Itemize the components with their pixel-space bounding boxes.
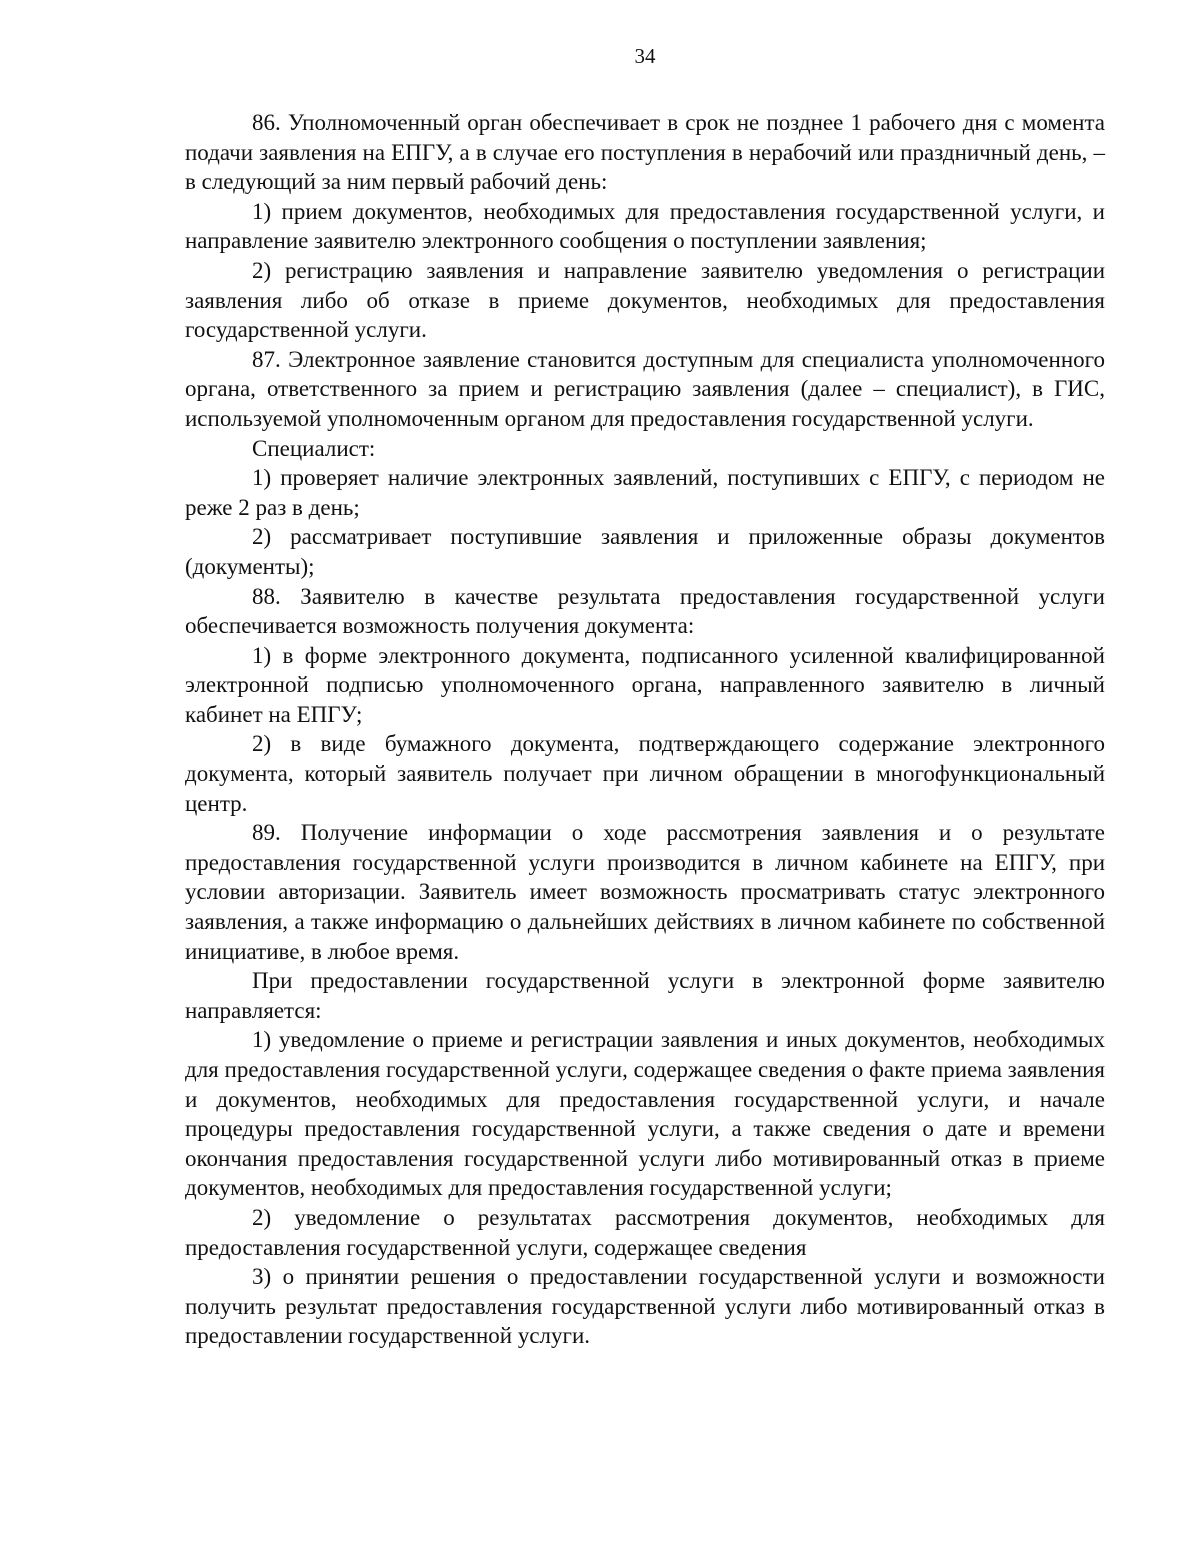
paragraph-86-item-1: 1) прием документов, необходимых для предоставления государственной услуги, и направление заявителю электронного сообщения о поступлении заявления;: [185, 198, 1105, 254]
specialist-item-2: 2) рассматривает поступившие заявления и приложенные образы документов (документы);: [185, 524, 1105, 579]
page-number: 34: [634, 44, 656, 68]
notification-item-2: 2) уведомление о результатах рассмотрения документов, необходимых для предоставления государственной услуги, содержащее сведения: [185, 1204, 1105, 1260]
electronic-form-intro: При предоставлении государственной услуги в электронной форме заявителю направляется:: [185, 968, 1105, 1023]
paragraph-86-item-2: 2) регистрацию заявления и направление заявителю уведомления о регистрации заявления либо об отказе в приеме документов, необходимых для предоставления государственной услуги.: [185, 257, 1105, 343]
paragraph-88-item-1: 1) в форме электронного документа, подписанного усиленной квалифицированной электронной подписью уполномоченного органа, направленного заявителю в личный кабинет на ЕПГУ;: [185, 642, 1105, 727]
paragraph-87: 87. Электронное заявление становится доступным для специалиста уполномоченного органа, ответственного за прием и регистрацию заявления (далее – специалист), в ГИС, используемой уполномоченным органом для предоставления государственной услуги.: [185, 346, 1105, 431]
document-body: [185, 108, 1105, 1351]
paragraph-89: 89. Получение информации о ходе рассмотрения заявления и о результате предоставления государственной услуги производится в личном кабинете на ЕПГУ, при условии авторизации. Заявитель имеет возможность просматривать статус электронного заявления, а также информацию о дальнейших действиях в личном кабинете по собственной инициативе, в любое время.: [185, 820, 1105, 964]
specialist-heading: Специалист:: [252, 435, 376, 461]
paragraph-88: 88. Заявителю в качестве результата предоставления государственной услуги обеспечивается возможность получения документа:: [185, 583, 1105, 639]
notification-item-3: 3) о принятии решения о предоставлении государственной услуги и возможности получить результат предоставления государственной услуги либо мотивированный отказ в предоставлении государственной услуги.: [185, 1264, 1105, 1349]
paragraph-86: 86. Уполномоченный орган обеспечивает в срок не позднее 1 рабочего дня с момента подачи заявления на ЕПГУ, а в случае его поступления в нерабочий или праздничный день, – в следующий за ним первый рабочий день:: [185, 110, 1105, 195]
notification-item-1: 1) уведомление о приеме и регистрации заявления и иных документов, необходимых для предоставления государственной услуги, содержащее сведения о факте приема заявления и документов, необходимых для предоставления государственной услуги, и начале процедуры предоставления государственной услуги, а также сведения о дате и времени окончания предоставления государственной услуги либо мотивированный отказ в приеме документов, необходимых для предоставления государственной услуги;: [185, 1027, 1105, 1201]
specialist-item-1: 1) проверяет наличие электронных заявлений, поступивших с ЕПГУ, с периодом не реже 2 раз в день;: [185, 465, 1105, 520]
paragraph-88-item-2: 2) в виде бумажного документа, подтверждающего содержание электронного документа, который заявитель получает при личном обращении в многофункциональный центр.: [185, 731, 1105, 816]
